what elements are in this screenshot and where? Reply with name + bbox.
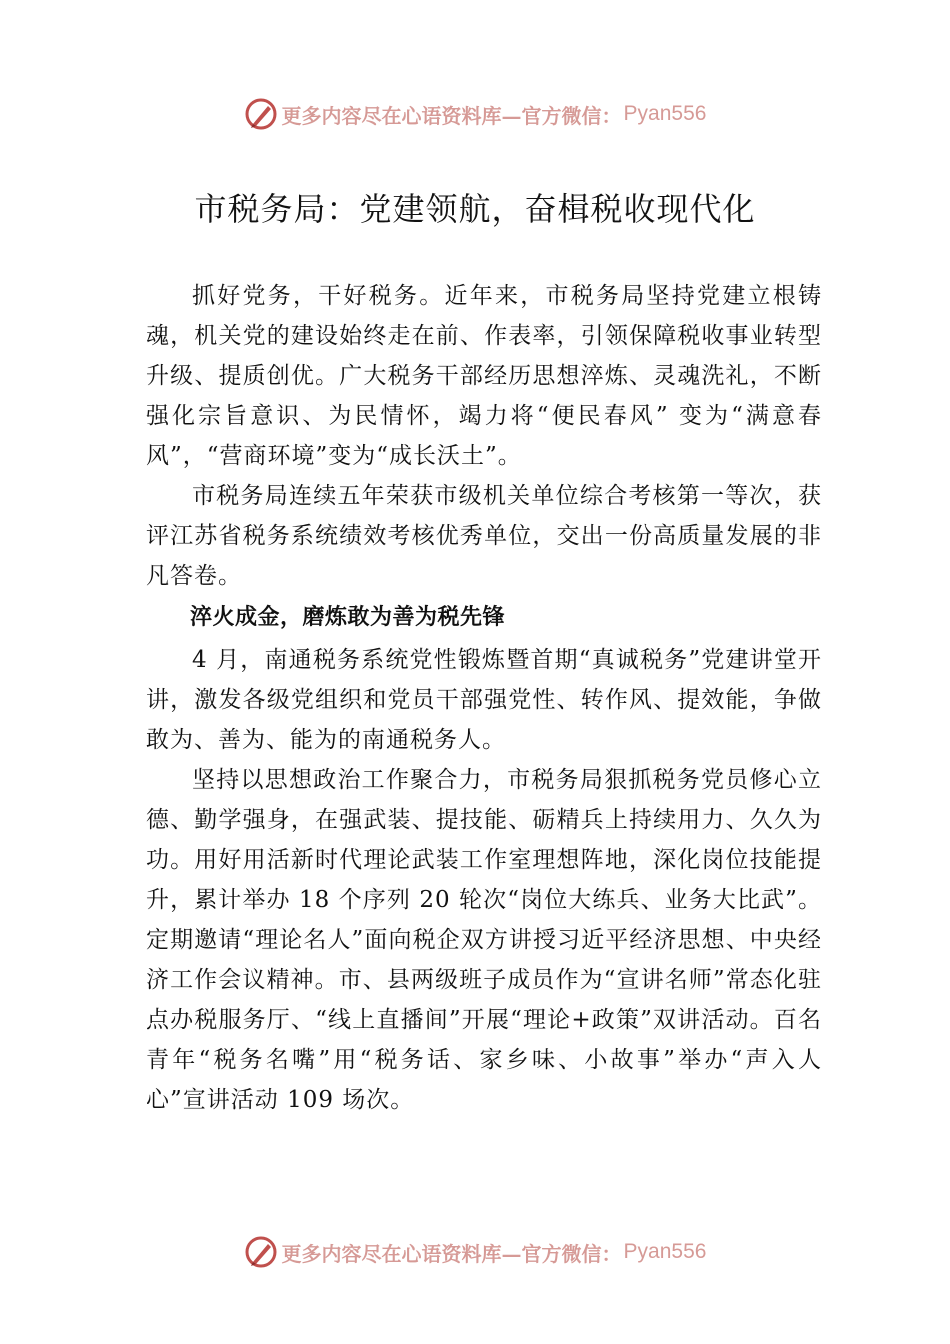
watermark-wechat-id: Pyan556 <box>623 1240 707 1263</box>
watermark-text: 更多内容尽在心语资料库—官方微信： <box>281 1241 622 1266</box>
paragraph: 坚持以思想政治工作聚合力，市税务局狠抓税务党员修心立德、勤学强身，在强武装、提技能、砺精兵上持续用力、久久为功。用好用活新时代理论武装工作室理想阵地，深化岗位技能提升，累计举办 18 个序列 20 轮次“岗位大练兵、业务大比武”。定期邀请“理论名人”面向税企双方讲授习近平经济思想、中央经济工作会议精神。市、县两级班子成员作为“宣讲名师”常态化驻点办税服务厅、“线上直播间”开展“理论+政策”双讲活动。百名青年“税务名嘴”用“税务话、家乡味、小故事”举办“声入人心”宣讲活动 109 场次。 <box>146 767 822 1113</box>
watermark-text: 更多内容尽在心语资料库—官方微信： <box>281 103 622 128</box>
header-watermark <box>0 94 950 134</box>
paragraph: 4 月，南通税务系统党性锻炼暨首期“真诚税务”党建讲堂开讲，激发各级党组织和党员干部强党性、转作风、提效能，争做敢为、善为、能为的南通税务人。 <box>146 647 822 753</box>
paragraph: 市税务局连续五年荣获市级机关单位综合考核第一等次，获评江苏省税务系统绩效考核优秀单位，交出一份高质量发展的非凡答卷。 <box>146 483 822 589</box>
pen-logo-icon <box>244 97 278 131</box>
footer-watermark <box>0 1232 950 1272</box>
document-body <box>146 276 822 1120</box>
section-heading: 淬火成金，磨炼敢为善为税先锋 <box>190 605 506 630</box>
document-title: 市税务局：党建领航，奋楫税收现代化 <box>194 190 756 228</box>
watermark-wechat-id: Pyan556 <box>623 102 707 125</box>
pen-logo-icon <box>244 1235 278 1269</box>
paragraph: 抓好党务，干好税务。近年来，市税务局坚持党建立根铸魂，机关党的建设始终走在前、作表率，引领保障税收事业转型升级、提质创优。广大税务干部经历思想淬炼、灵魂洗礼，不断强化宗旨意识、为民情怀，竭力将“便民春风” 变为“满意春风”，“营商环境”变为“成长沃土”。 <box>146 283 822 469</box>
